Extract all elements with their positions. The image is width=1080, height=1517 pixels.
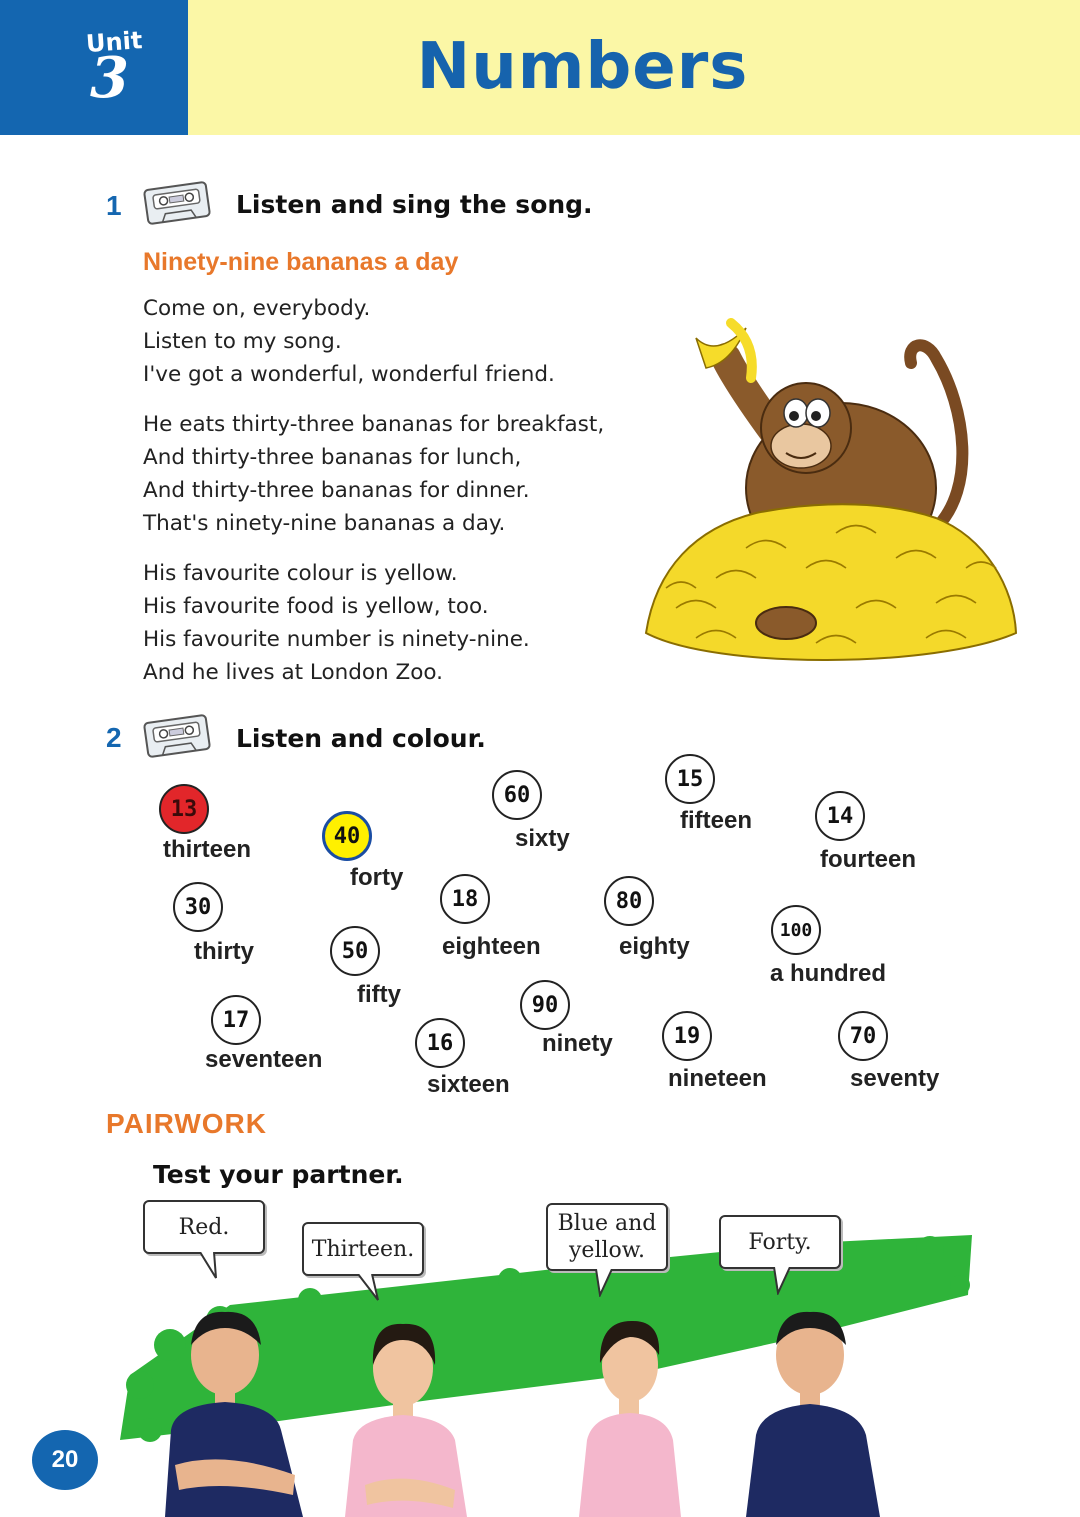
children-pairwork-illustration	[110, 1225, 980, 1517]
number-word-thirty: thirty	[194, 938, 254, 965]
speech-bubble-tail	[356, 1274, 386, 1302]
song-title: Ninety-nine bananas a day	[143, 248, 459, 276]
speech-bubble-tail	[198, 1252, 228, 1280]
page-title: Numbers	[416, 30, 749, 104]
number-badge-40[interactable]: 40	[322, 811, 372, 861]
number-badge-13[interactable]: 13	[159, 784, 209, 834]
verse-line: Come on, everybody.	[143, 296, 371, 321]
number-word-sixty: sixty	[515, 825, 570, 852]
verse-line: Listen to my song.	[143, 329, 342, 354]
number-badge-17[interactable]: 17	[211, 995, 261, 1045]
number-word-forty: forty	[350, 864, 404, 891]
number-word-thirteen: thirteen	[163, 836, 252, 863]
number-word-eighty: eighty	[619, 933, 690, 960]
number-word-ninety: ninety	[542, 1030, 613, 1057]
number-word-nineteen: nineteen	[668, 1065, 767, 1092]
speech-bubble-tail	[770, 1267, 800, 1295]
number-word-sixteen: sixteen	[427, 1071, 510, 1098]
cassette-tape-icon	[142, 713, 212, 759]
number-badge-14[interactable]: 14	[815, 791, 865, 841]
verse-2	[143, 408, 604, 540]
unit-number: 3	[90, 45, 129, 111]
number-word-a-hundred: a hundred	[770, 960, 887, 987]
number-badge-50[interactable]: 50	[330, 926, 380, 976]
number-badge-70[interactable]: 70	[838, 1011, 888, 1061]
verse-line: He eats thirty-three bananas for breakfast,	[143, 412, 605, 437]
verse-line: His favourite food is yellow, too.	[143, 594, 489, 619]
number-badge-100[interactable]: 100	[771, 905, 821, 955]
verse-line: And thirty-three bananas for dinner.	[143, 478, 530, 503]
pairwork-instruction: Test your partner.	[153, 1160, 404, 1189]
number-word-eighteen: eighteen	[442, 933, 541, 960]
verse-line: And thirty-three bananas for lunch,	[143, 445, 522, 470]
speech-bubble-blue-and-yellow: Blue and yellow.	[546, 1203, 668, 1271]
number-badge-30[interactable]: 30	[173, 882, 223, 932]
speech-bubble-forty: Forty.	[719, 1215, 841, 1269]
section-1-instruction: Listen and sing the song.	[236, 190, 593, 219]
speech-bubble-red: Red.	[143, 1200, 265, 1254]
number-badge-19[interactable]: 19	[662, 1011, 712, 1061]
verse-line: And he lives at London Zoo.	[143, 660, 444, 685]
number-badge-60[interactable]: 60	[492, 770, 542, 820]
cassette-tape-icon	[142, 180, 212, 226]
number-word-seventeen: seventeen	[205, 1046, 323, 1073]
page-number: 20	[32, 1430, 98, 1490]
number-badge-16[interactable]: 16	[415, 1018, 465, 1068]
unit-label: Unit	[85, 26, 144, 58]
number-badge-18[interactable]: 18	[440, 874, 490, 924]
number-badge-15[interactable]: 15	[665, 754, 715, 804]
verse-3	[143, 557, 530, 689]
verse-line: I've got a wonderful, wonderful friend.	[143, 362, 555, 387]
verse-1	[143, 292, 555, 391]
section-2-number: 2	[106, 722, 122, 753]
number-badge-80[interactable]: 80	[604, 876, 654, 926]
section-2-instruction: Listen and colour.	[236, 724, 486, 753]
speech-bubble-tail	[590, 1269, 620, 1297]
section-1-number: 1	[106, 190, 122, 221]
verse-line: That's ninety-nine bananas a day.	[143, 511, 506, 536]
monkey-with-bananas-illustration	[636, 318, 1021, 674]
number-word-fifteen: fifteen	[680, 807, 752, 834]
verse-line: His favourite colour is yellow.	[143, 561, 458, 586]
speech-bubble-thirteen: Thirteen.	[302, 1222, 424, 1276]
number-badge-90[interactable]: 90	[520, 980, 570, 1030]
number-word-seventy: seventy	[850, 1065, 940, 1092]
verse-line: His favourite number is ninety-nine.	[143, 627, 530, 652]
pairwork-heading: PAIRWORK	[106, 1108, 267, 1139]
number-word-fifty: fifty	[357, 981, 401, 1008]
number-word-fourteen: fourteen	[820, 846, 916, 873]
